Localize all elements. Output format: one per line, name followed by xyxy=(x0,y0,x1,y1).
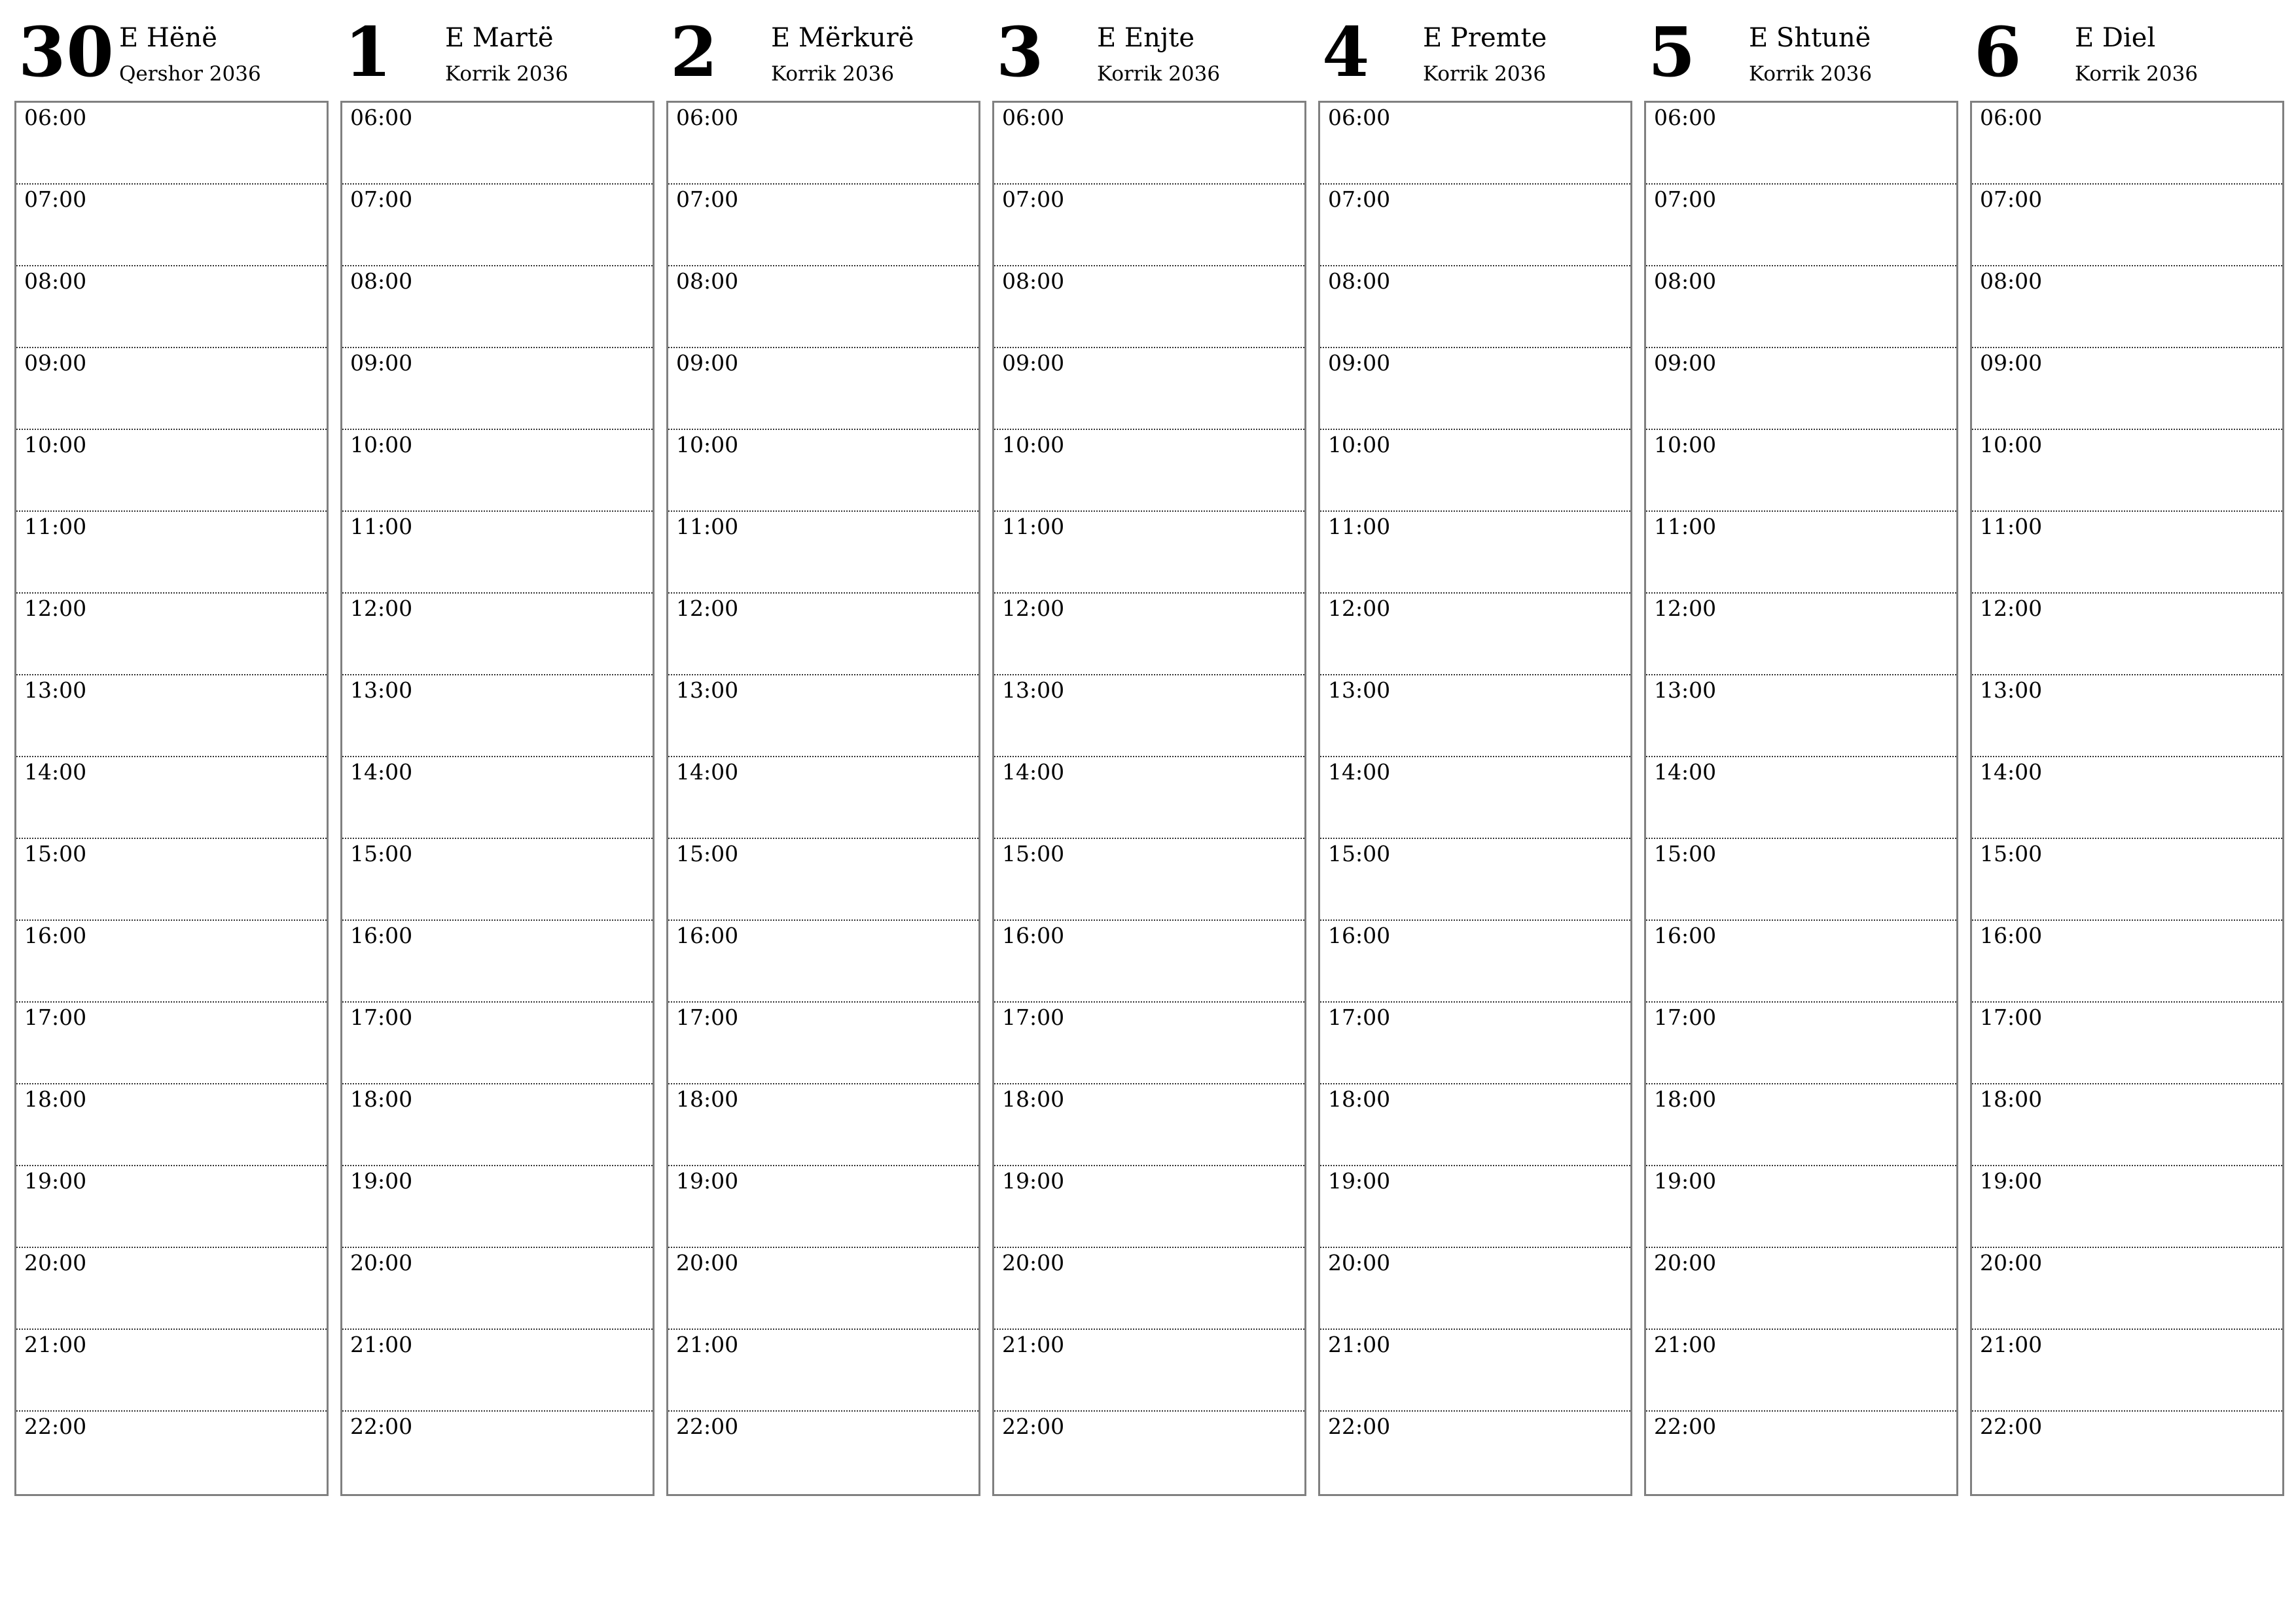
time-label: 18:00 xyxy=(350,1086,413,1112)
day-number: 3 xyxy=(996,12,1045,92)
time-label: 13:00 xyxy=(24,677,87,703)
day-header xyxy=(992,0,1305,98)
month-year: Qershor 2036 xyxy=(119,62,261,86)
day-header xyxy=(666,0,979,98)
month-year: Korrik 2036 xyxy=(1423,62,1547,86)
time-slot[interactable] xyxy=(1320,1248,1630,1330)
month-year: Korrik 2036 xyxy=(1749,62,1873,86)
time-label: 20:00 xyxy=(24,1250,87,1275)
time-slot[interactable] xyxy=(994,839,1304,921)
time-slot[interactable] xyxy=(1320,103,1630,185)
time-slot[interactable] xyxy=(668,266,978,348)
time-slot[interactable] xyxy=(342,512,653,594)
time-slot[interactable] xyxy=(342,757,653,839)
time-slot[interactable] xyxy=(1646,757,1956,839)
time-slot[interactable] xyxy=(1646,675,1956,757)
time-label: 16:00 xyxy=(1654,923,1717,948)
time-label: 17:00 xyxy=(350,1005,413,1030)
time-label: 12:00 xyxy=(1328,596,1391,621)
time-label: 22:00 xyxy=(1328,1414,1391,1439)
time-slot[interactable] xyxy=(994,921,1304,1003)
weekday-name: E Martë xyxy=(445,23,554,53)
time-label: 07:00 xyxy=(350,187,413,212)
time-label: 19:00 xyxy=(1980,1168,2043,1194)
time-slot[interactable] xyxy=(1320,675,1630,757)
time-label: 18:00 xyxy=(1980,1086,2043,1112)
time-label: 19:00 xyxy=(1002,1168,1065,1194)
time-label: 16:00 xyxy=(1980,923,2043,948)
day-schedule-box xyxy=(1318,101,1632,1496)
time-slot[interactable] xyxy=(668,1166,978,1248)
time-label: 17:00 xyxy=(1980,1005,2043,1030)
time-label: 14:00 xyxy=(1328,759,1391,785)
day-schedule-box xyxy=(992,101,1306,1496)
time-label: 20:00 xyxy=(1654,1250,1717,1275)
time-label: 12:00 xyxy=(676,596,739,621)
time-slot[interactable] xyxy=(668,348,978,430)
time-slot[interactable] xyxy=(16,103,327,185)
time-label: 21:00 xyxy=(1328,1332,1391,1357)
time-label: 22:00 xyxy=(24,1414,87,1439)
time-slot[interactable] xyxy=(16,1248,327,1330)
day-schedule-box xyxy=(14,101,329,1496)
time-slot[interactable] xyxy=(16,675,327,757)
time-slot[interactable] xyxy=(16,348,327,430)
time-label: 14:00 xyxy=(1980,759,2043,785)
time-slot[interactable] xyxy=(1320,594,1630,675)
time-label: 11:00 xyxy=(1328,514,1391,539)
time-label: 21:00 xyxy=(1654,1332,1717,1357)
time-label: 16:00 xyxy=(1328,923,1391,948)
time-slot[interactable] xyxy=(668,921,978,1003)
time-slot[interactable] xyxy=(1320,1412,1630,1493)
month-year: Korrik 2036 xyxy=(1097,62,1221,86)
time-label: 10:00 xyxy=(1980,432,2043,457)
day-header xyxy=(340,0,653,98)
time-label: 14:00 xyxy=(1654,759,1717,785)
day-column xyxy=(992,0,1305,1499)
time-slot[interactable] xyxy=(16,1330,327,1412)
time-label: 21:00 xyxy=(676,1332,739,1357)
time-label: 14:00 xyxy=(1002,759,1065,785)
time-label: 08:00 xyxy=(1328,268,1391,294)
time-slot[interactable] xyxy=(1646,1166,1956,1248)
time-label: 10:00 xyxy=(1328,432,1391,457)
time-label: 22:00 xyxy=(1980,1414,2043,1439)
time-slot[interactable] xyxy=(668,1248,978,1330)
time-slot[interactable] xyxy=(1972,430,2282,512)
time-label: 09:00 xyxy=(24,350,87,376)
time-label: 18:00 xyxy=(24,1086,87,1112)
time-slot[interactable] xyxy=(16,512,327,594)
time-slot[interactable] xyxy=(1320,1330,1630,1412)
time-slot[interactable] xyxy=(1646,430,1956,512)
time-label: 22:00 xyxy=(1654,1414,1717,1439)
time-label: 07:00 xyxy=(676,187,739,212)
time-slot[interactable] xyxy=(342,103,653,185)
time-slot[interactable] xyxy=(1646,185,1956,266)
time-slot[interactable] xyxy=(1972,594,2282,675)
time-slot[interactable] xyxy=(994,348,1304,430)
time-label: 20:00 xyxy=(350,1250,413,1275)
time-slot[interactable] xyxy=(1646,103,1956,185)
time-label: 13:00 xyxy=(1980,677,2043,703)
day-schedule-box xyxy=(340,101,655,1496)
day-schedule-box xyxy=(666,101,980,1496)
time-label: 22:00 xyxy=(350,1414,413,1439)
time-slot[interactable] xyxy=(16,1003,327,1084)
time-label: 07:00 xyxy=(1002,187,1065,212)
time-label: 16:00 xyxy=(676,923,739,948)
time-slot[interactable] xyxy=(16,266,327,348)
time-slot[interactable] xyxy=(1320,757,1630,839)
time-label: 22:00 xyxy=(1002,1414,1065,1439)
time-label: 08:00 xyxy=(1002,268,1065,294)
time-label: 13:00 xyxy=(1654,677,1717,703)
time-label: 15:00 xyxy=(1328,841,1391,866)
weekly-planner xyxy=(14,0,2282,1505)
time-label: 17:00 xyxy=(1654,1005,1717,1030)
time-label: 08:00 xyxy=(350,268,413,294)
time-slot[interactable] xyxy=(16,921,327,1003)
time-label: 12:00 xyxy=(350,596,413,621)
time-slot[interactable] xyxy=(1646,1412,1956,1493)
time-slot[interactable] xyxy=(16,1166,327,1248)
day-column xyxy=(1318,0,1631,1499)
time-label: 06:00 xyxy=(350,105,413,130)
time-slot[interactable] xyxy=(1646,1003,1956,1084)
time-slot[interactable] xyxy=(16,839,327,921)
time-label: 09:00 xyxy=(1328,350,1391,376)
time-label: 13:00 xyxy=(1328,677,1391,703)
time-label: 09:00 xyxy=(1654,350,1717,376)
time-slot[interactable] xyxy=(16,430,327,512)
time-label: 06:00 xyxy=(676,105,739,130)
time-label: 18:00 xyxy=(1654,1086,1717,1112)
weekday-name: E Premte xyxy=(1423,23,1547,53)
time-slot[interactable] xyxy=(1646,348,1956,430)
time-slot[interactable] xyxy=(342,675,653,757)
time-slot[interactable] xyxy=(668,185,978,266)
day-column xyxy=(666,0,979,1499)
time-slot[interactable] xyxy=(1972,757,2282,839)
time-label: 10:00 xyxy=(24,432,87,457)
time-label: 22:00 xyxy=(676,1414,739,1439)
time-label: 21:00 xyxy=(1980,1332,2043,1357)
time-slot[interactable] xyxy=(1646,512,1956,594)
time-label: 09:00 xyxy=(350,350,413,376)
time-slot[interactable] xyxy=(1646,1084,1956,1166)
time-slot[interactable] xyxy=(1972,921,2282,1003)
time-slot[interactable] xyxy=(1646,921,1956,1003)
day-column xyxy=(340,0,653,1499)
time-label: 08:00 xyxy=(24,268,87,294)
day-header xyxy=(14,0,327,98)
time-slot[interactable] xyxy=(994,1084,1304,1166)
time-slot[interactable] xyxy=(1646,839,1956,921)
time-slot[interactable] xyxy=(668,1003,978,1084)
time-slot[interactable] xyxy=(1646,266,1956,348)
time-label: 11:00 xyxy=(350,514,413,539)
time-label: 07:00 xyxy=(1654,187,1717,212)
weekday-name: E Shtunë xyxy=(1749,23,1871,53)
time-slot[interactable] xyxy=(342,1248,653,1330)
time-slot[interactable] xyxy=(994,430,1304,512)
time-slot[interactable] xyxy=(668,757,978,839)
time-label: 16:00 xyxy=(24,923,87,948)
day-header xyxy=(1644,0,1957,98)
time-slot[interactable] xyxy=(1320,1166,1630,1248)
time-label: 19:00 xyxy=(350,1168,413,1194)
time-slot[interactable] xyxy=(16,185,327,266)
time-slot[interactable] xyxy=(342,1330,653,1412)
time-slot[interactable] xyxy=(668,103,978,185)
time-slot[interactable] xyxy=(994,594,1304,675)
time-label: 07:00 xyxy=(1328,187,1391,212)
day-number: 4 xyxy=(1322,12,1371,92)
time-label: 21:00 xyxy=(1002,1332,1065,1357)
day-number: 2 xyxy=(670,12,719,92)
weekday-name: E Mërkurë xyxy=(771,23,914,53)
time-slot[interactable] xyxy=(16,594,327,675)
time-slot[interactable] xyxy=(1972,675,2282,757)
time-label: 11:00 xyxy=(1654,514,1717,539)
time-slot[interactable] xyxy=(1646,594,1956,675)
time-slot[interactable] xyxy=(1972,1248,2282,1330)
time-label: 19:00 xyxy=(24,1168,87,1194)
time-label: 20:00 xyxy=(1328,1250,1391,1275)
time-slot[interactable] xyxy=(1972,348,2282,430)
time-label: 19:00 xyxy=(676,1168,739,1194)
time-label: 15:00 xyxy=(350,841,413,866)
month-year: Korrik 2036 xyxy=(771,62,895,86)
time-slot[interactable] xyxy=(1972,839,2282,921)
time-label: 14:00 xyxy=(24,759,87,785)
month-year: Korrik 2036 xyxy=(445,62,569,86)
day-column xyxy=(14,0,327,1499)
time-label: 12:00 xyxy=(1002,596,1065,621)
time-label: 17:00 xyxy=(676,1005,739,1030)
time-slot[interactable] xyxy=(994,185,1304,266)
time-label: 15:00 xyxy=(24,841,87,866)
time-label: 06:00 xyxy=(1002,105,1065,130)
time-slot[interactable] xyxy=(1972,1084,2282,1166)
time-label: 10:00 xyxy=(350,432,413,457)
time-slot[interactable] xyxy=(994,1003,1304,1084)
time-label: 10:00 xyxy=(676,432,739,457)
day-number: 1 xyxy=(344,12,393,92)
time-slot[interactable] xyxy=(342,266,653,348)
day-number: 6 xyxy=(1974,12,2022,92)
weekday-name: E Diel xyxy=(2075,23,2156,53)
time-label: 13:00 xyxy=(676,677,739,703)
time-slot[interactable] xyxy=(1320,1003,1630,1084)
time-slot[interactable] xyxy=(668,1330,978,1412)
time-label: 15:00 xyxy=(676,841,739,866)
time-slot[interactable] xyxy=(342,839,653,921)
time-label: 07:00 xyxy=(1980,187,2043,212)
time-label: 06:00 xyxy=(1328,105,1391,130)
time-slot[interactable] xyxy=(994,675,1304,757)
time-label: 16:00 xyxy=(350,923,413,948)
time-slot[interactable] xyxy=(342,921,653,1003)
day-column xyxy=(1644,0,1957,1499)
time-label: 18:00 xyxy=(1328,1086,1391,1112)
time-label: 13:00 xyxy=(350,677,413,703)
time-label: 14:00 xyxy=(676,759,739,785)
day-number: 30 xyxy=(18,12,115,92)
time-slot[interactable] xyxy=(342,1412,653,1493)
time-slot[interactable] xyxy=(994,512,1304,594)
time-label: 09:00 xyxy=(1002,350,1065,376)
time-slot[interactable] xyxy=(994,1412,1304,1493)
time-slot[interactable] xyxy=(1972,266,2282,348)
time-label: 08:00 xyxy=(1654,268,1717,294)
day-header xyxy=(1970,0,2283,98)
time-label: 20:00 xyxy=(1980,1250,2043,1275)
time-label: 21:00 xyxy=(24,1332,87,1357)
time-slot[interactable] xyxy=(1972,1166,2282,1248)
time-label: 13:00 xyxy=(1002,677,1065,703)
time-slot[interactable] xyxy=(994,103,1304,185)
time-slot[interactable] xyxy=(994,1166,1304,1248)
month-year: Korrik 2036 xyxy=(2075,62,2198,86)
time-slot[interactable] xyxy=(994,266,1304,348)
time-slot[interactable] xyxy=(668,1412,978,1493)
time-slot[interactable] xyxy=(1972,185,2282,266)
time-slot[interactable] xyxy=(1646,1330,1956,1412)
time-slot[interactable] xyxy=(1320,266,1630,348)
day-column xyxy=(1970,0,2283,1499)
time-label: 15:00 xyxy=(1002,841,1065,866)
time-slot[interactable] xyxy=(16,1084,327,1166)
time-label: 08:00 xyxy=(1980,268,2043,294)
time-label: 20:00 xyxy=(676,1250,739,1275)
time-label: 20:00 xyxy=(1002,1250,1065,1275)
time-label: 16:00 xyxy=(1002,923,1065,948)
time-slot[interactable] xyxy=(1320,1084,1630,1166)
time-slot[interactable] xyxy=(994,1248,1304,1330)
time-label: 19:00 xyxy=(1328,1168,1391,1194)
time-slot[interactable] xyxy=(668,512,978,594)
time-slot[interactable] xyxy=(342,348,653,430)
time-slot[interactable] xyxy=(1320,839,1630,921)
time-slot[interactable] xyxy=(668,430,978,512)
time-label: 06:00 xyxy=(1980,105,2043,130)
time-slot[interactable] xyxy=(1972,1003,2282,1084)
time-slot[interactable] xyxy=(16,1412,327,1493)
day-schedule-box xyxy=(1970,101,2284,1496)
time-label: 11:00 xyxy=(24,514,87,539)
weekday-name: E Hënë xyxy=(119,23,217,53)
time-label: 11:00 xyxy=(676,514,739,539)
time-slot[interactable] xyxy=(1320,185,1630,266)
time-label: 10:00 xyxy=(1002,432,1065,457)
time-slot[interactable] xyxy=(1972,512,2282,594)
time-slot[interactable] xyxy=(668,839,978,921)
time-slot[interactable] xyxy=(1320,921,1630,1003)
time-label: 07:00 xyxy=(24,187,87,212)
time-label: 21:00 xyxy=(350,1332,413,1357)
time-label: 17:00 xyxy=(1002,1005,1065,1030)
time-slot[interactable] xyxy=(16,757,327,839)
time-label: 06:00 xyxy=(1654,105,1717,130)
time-slot[interactable] xyxy=(1320,430,1630,512)
day-header xyxy=(1318,0,1631,98)
time-label: 11:00 xyxy=(1002,514,1065,539)
time-slot[interactable] xyxy=(668,675,978,757)
time-label: 17:00 xyxy=(1328,1005,1391,1030)
time-label: 10:00 xyxy=(1654,432,1717,457)
time-slot[interactable] xyxy=(342,430,653,512)
time-slot[interactable] xyxy=(342,1003,653,1084)
time-label: 12:00 xyxy=(1980,596,2043,621)
time-label: 11:00 xyxy=(1980,514,2043,539)
time-label: 09:00 xyxy=(676,350,739,376)
day-number: 5 xyxy=(1648,12,1696,92)
time-slot[interactable] xyxy=(1972,103,2282,185)
time-label: 18:00 xyxy=(1002,1086,1065,1112)
time-label: 12:00 xyxy=(1654,596,1717,621)
time-slot[interactable] xyxy=(1320,348,1630,430)
time-slot[interactable] xyxy=(1320,512,1630,594)
time-slot[interactable] xyxy=(1972,1330,2282,1412)
time-label: 14:00 xyxy=(350,759,413,785)
time-label: 12:00 xyxy=(24,596,87,621)
time-label: 18:00 xyxy=(676,1086,739,1112)
time-slot[interactable] xyxy=(342,1084,653,1166)
time-slot[interactable] xyxy=(668,1084,978,1166)
time-label: 09:00 xyxy=(1980,350,2043,376)
time-slot[interactable] xyxy=(342,185,653,266)
time-slot[interactable] xyxy=(1972,1412,2282,1493)
time-slot[interactable] xyxy=(1646,1248,1956,1330)
time-slot[interactable] xyxy=(994,757,1304,839)
weekday-name: E Enjte xyxy=(1097,23,1195,53)
day-schedule-box xyxy=(1644,101,1958,1496)
time-slot[interactable] xyxy=(342,594,653,675)
time-label: 17:00 xyxy=(24,1005,87,1030)
time-slot[interactable] xyxy=(342,1166,653,1248)
time-label: 15:00 xyxy=(1654,841,1717,866)
time-label: 15:00 xyxy=(1980,841,2043,866)
time-label: 06:00 xyxy=(24,105,87,130)
time-label: 08:00 xyxy=(676,268,739,294)
time-slot[interactable] xyxy=(994,1330,1304,1412)
time-slot[interactable] xyxy=(668,594,978,675)
time-label: 19:00 xyxy=(1654,1168,1717,1194)
